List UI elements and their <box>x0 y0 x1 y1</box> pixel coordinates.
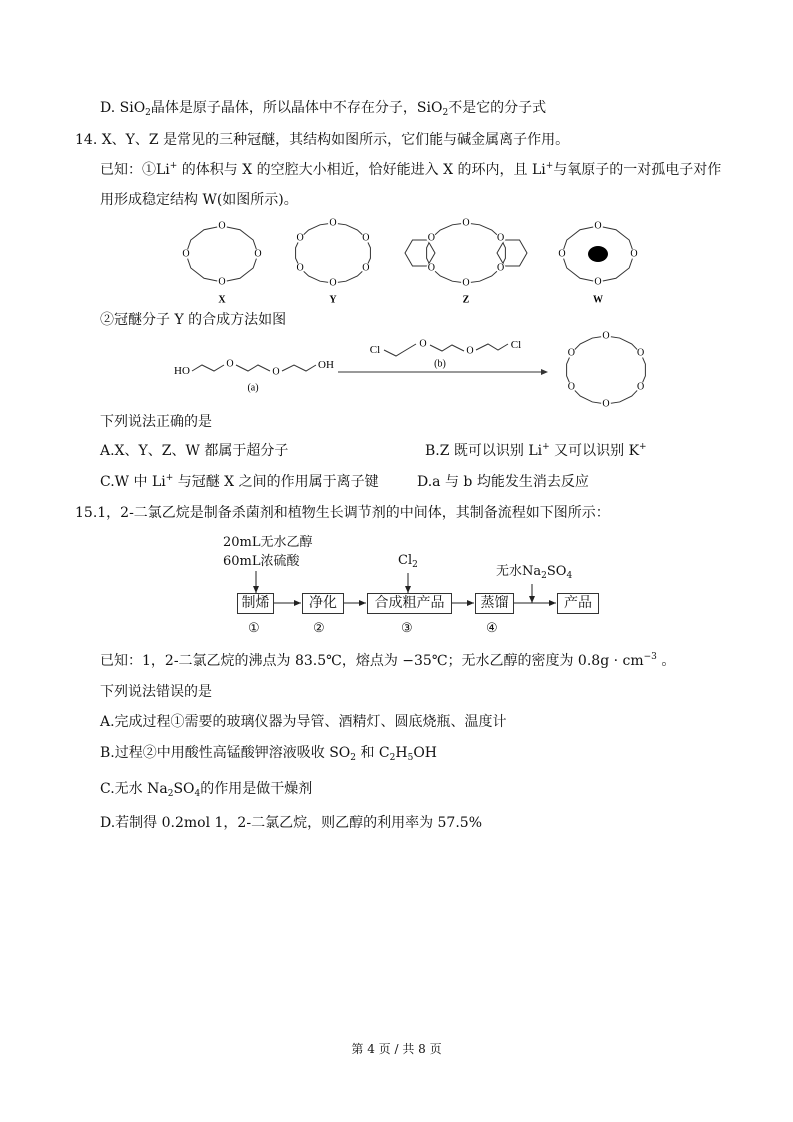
crown-y-oxygen-atom: O <box>362 232 370 244</box>
flow-arrow-2-3-head <box>359 600 366 606</box>
crown-y-oxygen-atom: O <box>329 217 337 229</box>
crown-w-oxygen-atom: O <box>630 248 638 260</box>
reactant-a-chain <box>282 365 316 371</box>
text-segment: 的体积与 X 的空腔大小相近，恰好能进入 X 的环内，且 Li <box>177 162 546 178</box>
product-crown-y-oxygen-atom: O <box>602 330 610 342</box>
product-crown-y-oxygen-atom: O <box>567 381 575 393</box>
flow-arrow-3-4-head <box>467 600 474 606</box>
subscript: 2 <box>442 108 449 118</box>
text-segment: C.无水 Na <box>100 781 168 797</box>
crown-x-ring <box>186 226 258 282</box>
crown-x-oxygen-atom: O <box>218 276 226 288</box>
text-segment: 15.1，2-二氯乙烷是制备杀菌剂和植物生长调节剂的中间体，其制备流程如下图所示： <box>75 505 610 521</box>
reactant-b-cl: Cl <box>510 339 522 351</box>
text-segment: B.过程②中用酸性高锰酸钾溶液吸收 SO <box>100 745 351 761</box>
label-x: X <box>218 294 226 306</box>
cl2-text: Cl <box>398 553 413 568</box>
label-b: (b) <box>434 358 446 370</box>
crown-z-oxygen-atom: O <box>427 232 435 244</box>
page-footer: 第 4 页 / 共 8 页 <box>351 1042 442 1056</box>
na2so4-sub2: 4 <box>566 571 573 581</box>
supscript: + <box>165 473 174 483</box>
flow-step-2: 净化 <box>302 593 344 614</box>
step-number-3: ③ <box>401 621 413 636</box>
text-segment: SO <box>173 781 195 797</box>
text-segment: 与氧原子的一对孤电子对作 <box>553 162 722 178</box>
step-number-1: ① <box>248 621 260 636</box>
na2so4-text: 无水Na <box>496 564 542 579</box>
product-crown-y-oxygen-atom: O <box>637 381 645 393</box>
reactant-b-chain <box>430 345 464 351</box>
flow-step-4: 蒸馏 <box>475 593 514 614</box>
reactant-b-chain <box>476 344 508 350</box>
flow-input-acid: 60mL浓硫酸 <box>223 554 300 569</box>
supscript: + <box>542 442 550 452</box>
text-segment: 已知：①Li <box>100 162 170 178</box>
reactant-a-chain <box>236 365 270 371</box>
crown-z-oxygen-atom: O <box>497 232 505 244</box>
crown-w-oxygen-atom: O <box>594 220 602 232</box>
text-segment: D.a 与 b 均能发生消去反应 <box>417 474 589 490</box>
step-number-4: ④ <box>486 621 498 636</box>
flow-input-cl2 <box>398 553 418 568</box>
cl2-sub: 2 <box>412 560 418 570</box>
text-segment: 下列说法正确的是 <box>100 414 212 430</box>
crown-w-oxygen-atom: O <box>594 276 602 288</box>
supscript: + <box>639 442 647 452</box>
text-segment: 用形成稳定结构 W(如图所示)。 <box>100 192 298 208</box>
text-segment: 又可以识别 K <box>549 443 640 459</box>
crown-y-oxygen-atom: O <box>329 277 337 289</box>
reactant-b-chain <box>384 344 416 356</box>
flow-arrow-1-2-head <box>294 600 301 606</box>
product-crown-y-ring <box>567 336 646 404</box>
na2so4-mid: SO <box>546 564 567 579</box>
flow-step-1: 制烯 <box>237 593 274 614</box>
text-segment: 的作用是做干燥剂 <box>200 781 313 797</box>
crown-x-oxygen-atom: O <box>182 248 190 260</box>
text-segment: B.Z 既可以识别 Li <box>425 443 543 459</box>
product-crown-y-oxygen-atom: O <box>602 398 610 410</box>
lithium-ion <box>588 246 608 262</box>
flow-step-3: 合成粗产品 <box>367 593 452 614</box>
flow-arrow-na2so4-head <box>529 596 535 603</box>
text-segment: 已知：1，2-二氯乙烷的沸点为 83.5℃，熔点为 −35℃；无水乙醇的密度为 0.8g · cm <box>100 653 644 669</box>
text-segment: D. SiO <box>100 100 146 116</box>
supscript: + <box>169 161 178 171</box>
flow-arrow-4-5-head <box>549 600 556 606</box>
label-y: Y <box>329 294 337 306</box>
crown-z-oxygen-atom: O <box>462 217 470 229</box>
crown-w-oxygen-atom: O <box>558 248 566 260</box>
product-crown-y-oxygen-atom: O <box>637 347 645 359</box>
subscript: 2 <box>389 753 396 763</box>
crown-x-oxygen-atom: O <box>254 248 262 260</box>
crown-y-oxygen-atom: O <box>362 262 370 274</box>
reactant-b-oxygen: O <box>419 338 427 350</box>
flow-arrow-cl2-head <box>405 586 411 593</box>
text-segment: 不是它的分子式 <box>448 100 547 116</box>
text-segment: 晶体是原子晶体，所以晶体中不存在分子，SiO <box>150 100 443 116</box>
crown-z-oxygen-atom: O <box>427 262 435 274</box>
text-segment: ②冠醚分子 Y 的合成方法如图 <box>100 312 287 328</box>
flow-input-na2so4 <box>496 564 572 579</box>
text-segment: A.X、Y、Z、W 都属于超分子 <box>100 443 289 459</box>
crown-z-ring <box>427 223 506 283</box>
text-segment: 。 <box>656 653 676 669</box>
text-segment: 和 C <box>356 745 390 761</box>
crown-y-oxygen-atom: O <box>296 232 304 244</box>
reactant-a-oxygen: O <box>226 358 234 370</box>
flow-step-5: 产品 <box>557 593 599 614</box>
subscript: 2 <box>145 108 151 118</box>
subscript: 5 <box>407 753 414 763</box>
text-segment: OH <box>413 745 437 761</box>
supscript: −3 <box>643 652 657 662</box>
crown-z-oxygen-atom: O <box>462 277 470 289</box>
text-segment: 与冠醚 X 之间的作用属于离子键 <box>173 474 379 490</box>
text-segment: 下列说法错误的是 <box>100 684 212 700</box>
label-a: (a) <box>247 382 259 394</box>
reactant-a-chain <box>192 365 224 371</box>
reactant-b-cl: Cl <box>369 344 381 356</box>
crown-x-oxygen-atom: O <box>218 220 226 232</box>
product-crown-y-oxygen-atom: O <box>567 347 575 359</box>
step-number-2: ② <box>313 621 325 636</box>
subscript: 4 <box>194 789 201 799</box>
reactant-a-oh: OH <box>318 359 334 371</box>
text-segment: D.若制得 0.2mol 1，2-二氯乙烷，则乙醇的利用率为 57.5% <box>100 815 482 831</box>
text-segment: A.完成过程①需要的玻璃仪器为导管、酒精灯、圆底烧瓶、温度计 <box>100 714 507 730</box>
crown-y-ring <box>296 223 371 283</box>
reactant-a-oxygen: O <box>272 366 280 378</box>
label-z: Z <box>462 294 470 306</box>
crown-z-oxygen-atom: O <box>497 262 505 274</box>
subscript: 2 <box>167 789 174 799</box>
reactant-a-ho: HO <box>174 365 190 377</box>
crown-y-oxygen-atom: O <box>296 262 304 274</box>
reactant-b-oxygen: O <box>466 345 474 357</box>
flow-arrow-input-head <box>253 586 259 593</box>
subscript: 2 <box>350 753 356 763</box>
na2so4-sub1: 2 <box>541 571 547 581</box>
reaction-arrowhead <box>541 369 548 375</box>
text-segment: C.W 中 Li <box>100 474 166 490</box>
flow-input-ethanol: 20mL无水乙醇 <box>223 535 313 550</box>
text-segment: 14. X、Y、Z 是常见的三种冠醚，其结构如图所示，它们能与碱金属离子作用。 <box>75 132 570 148</box>
supscript: + <box>545 161 554 171</box>
text-segment: H <box>395 745 408 761</box>
label-w: W <box>593 294 603 306</box>
